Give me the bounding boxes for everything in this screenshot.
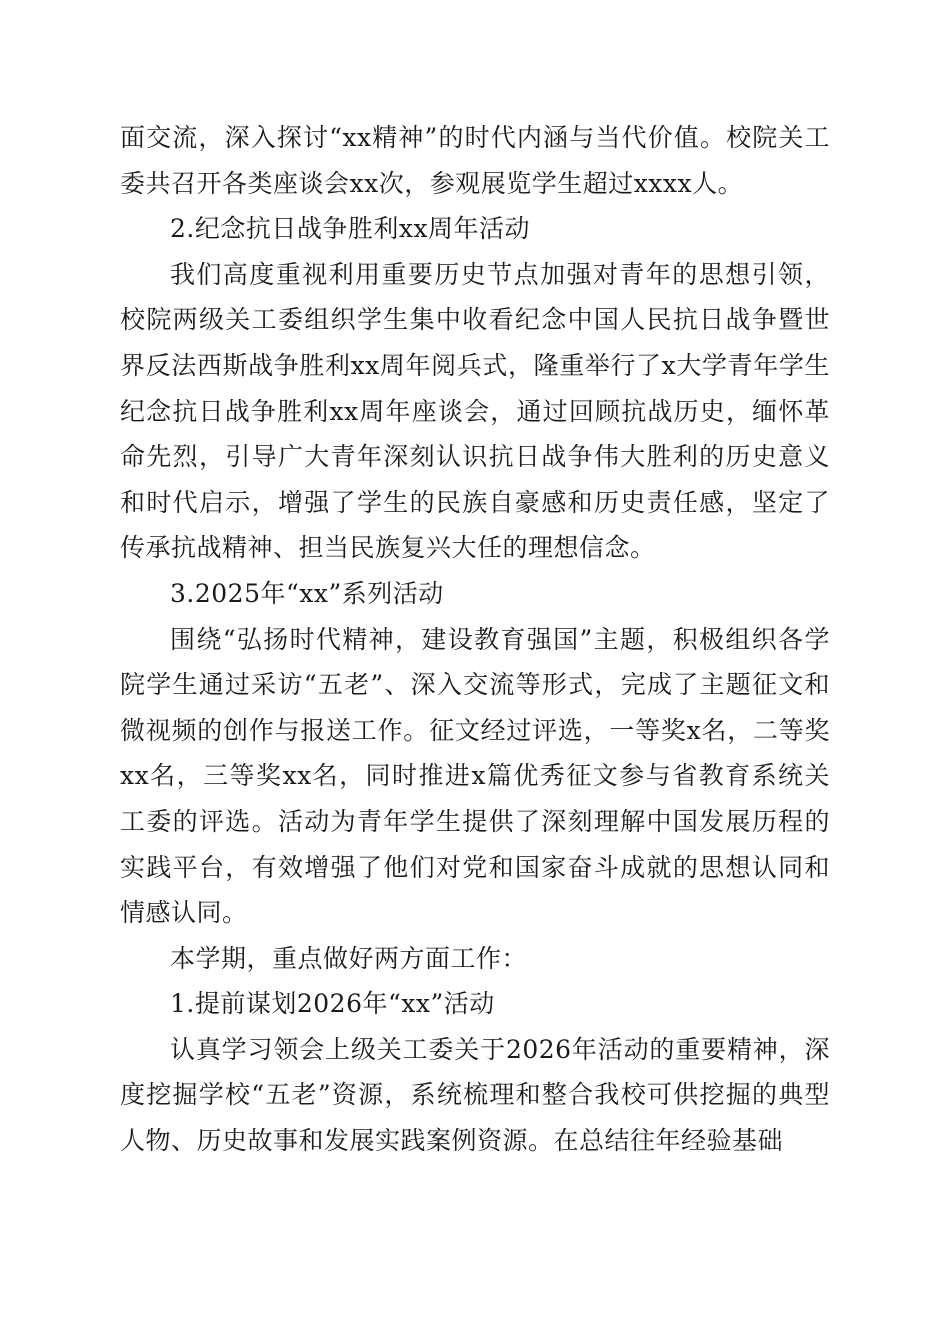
section-heading-3: 3.2025年“xx”系列活动 [170,578,444,608]
section-heading-2: 2.纪念抗日战争胜利xx周年活动 [170,214,531,244]
paragraph-plan-2026: 认真学习领会上级关工委关于2026年活动的重要精神，深度挖掘学校“五老”资源，系统梳理和整合我校可供挖掘的典型人物、历史故事和发展实践案例资源。在总结往年经验基础 [120,1034,830,1156]
paragraph-continuation: 面交流，深入探讨“xx精神”的时代内涵与当代价值。校院关工委共召开各类座谈会xx次，参观展览学生超过xxxx人。 [120,123,830,198]
section-heading-plan-2026: 1.提前谋划2026年“xx”活动 [170,989,495,1019]
paragraph-essay-activity: 围绕“弘扬时代精神，建设教育强国”主题，积极组织各学院学生通过采访“五老”、深入交流等形式，完成了主题征文和微视频的创作与报送工作。征文经过评选，一等奖x名，二等奖xx名，三等奖xx名，同时推进x篇优秀征文参与省教育系统关工委的评选。活动为青年学生提供了深刻理解中国发展历程的实践平台，有效增强了他们对党和国家奋斗成就的思想认同和情感认同。 [120,624,830,928]
document-body [120,115,830,1164]
paragraph-semester-work: 本学期，重点做好两方面工作： [170,943,528,973]
paragraph-anniversary-activity: 我们高度重视利用重要历史节点加强对青年的思想引领，校院两级关工委组织学生集中收看纪念中国人民抗日战争暨世界反法西斯战争胜利xx周年阅兵式，隆重举行了x大学青年学生纪念抗日战争胜利xx周年座谈会，通过回顾抗战历史，缅怀革命先烈，引导广大青年深刻认识抗日战争伟大胜利的历史意义和时代启示，增强了学生的民族自豪感和历史责任感，坚定了传承抗战精神、担当民族复兴大任的理想信念。 [120,259,830,563]
